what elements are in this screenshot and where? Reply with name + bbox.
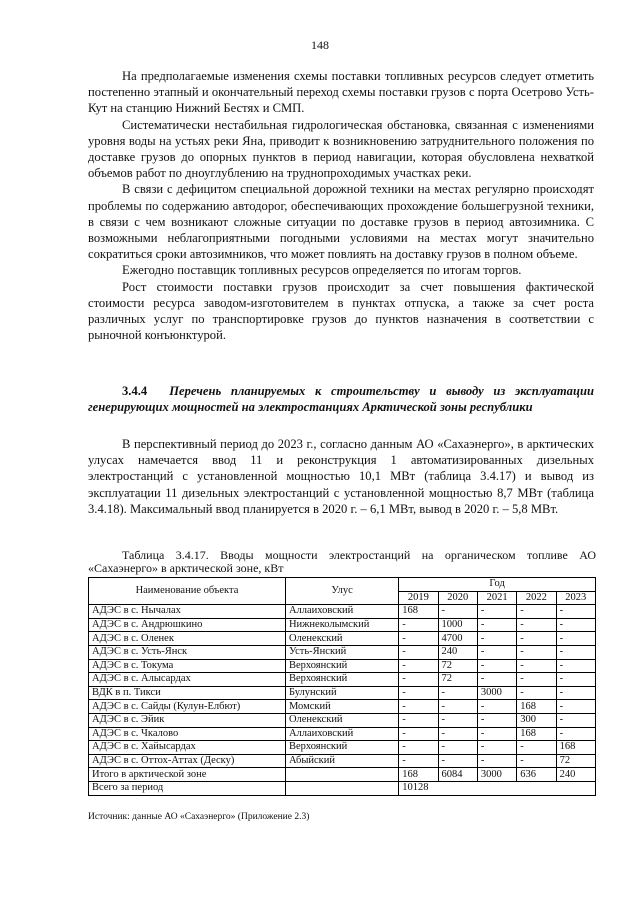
cell-year-value: 168	[399, 605, 438, 619]
cell-object-name: АДЭС в с. Нычалах	[89, 605, 286, 619]
table-row	[89, 686, 596, 700]
total-value: 3000	[477, 768, 516, 782]
section-number: 3.4.4	[122, 384, 148, 398]
cell-year-value: -	[399, 741, 438, 755]
cell-year-value: -	[399, 686, 438, 700]
cell-year-value: -	[556, 686, 595, 700]
cell-year-value: -	[438, 700, 477, 714]
header-object-name: Наименование объекта	[89, 578, 286, 605]
cell-object-name: АДЭС в с. Алысардах	[89, 673, 286, 687]
cell-year-value: 72	[438, 673, 477, 687]
cell-object-name: АДЭС в с. Хайысардах	[89, 741, 286, 755]
period-value: 10128	[399, 781, 596, 795]
period-total-row	[89, 781, 596, 795]
cell-year-value: -	[399, 618, 438, 632]
header-region: Улус	[285, 578, 398, 605]
cell-object-name: АДЭС в с. Сайды (Кулун-Елбют)	[89, 700, 286, 714]
page-number: 148	[311, 38, 329, 52]
cell-year-value: 72	[438, 659, 477, 673]
cell-year-value: -	[477, 741, 516, 755]
cell-year-value: -	[517, 645, 556, 659]
cell-object-name: АДЭС в с. Эйик	[89, 713, 286, 727]
cell-year-value: -	[477, 727, 516, 741]
cell-year-value: -	[399, 754, 438, 768]
cell-year-value: 168	[517, 727, 556, 741]
cell-region: Усть-Янский	[285, 645, 398, 659]
cell-year-value: -	[477, 659, 516, 673]
cell-year-value: -	[517, 741, 556, 755]
section-heading	[88, 383, 594, 415]
section-title: Перечень планируемых к строительству и выводу из эксплуатации генерирующих мощностей на электростанциях Арктической зоны республики	[88, 384, 594, 415]
period-region-empty	[285, 781, 398, 795]
cell-object-name: АДЭС в с. Чкалово	[89, 727, 286, 741]
cell-year-value: -	[556, 713, 595, 727]
paragraph: В связи с дефицитом специальной дорожной техники на местах регулярно происходят проблемы по содержанию автодорог, обеспечивающих прохождение большегрузной техники, в связи с чем возникают сложные ситуации по доставке грузов в период автозимника. С возможными неблагоприятными погодными условиями на местах могут значительно сократиться сроки автозимников, что может повлиять на доставку грузов в полном объеме.	[88, 182, 594, 262]
section-text	[88, 436, 594, 517]
cell-object-name: АДЭС в с. Андрюшкино	[89, 618, 286, 632]
total-label: Итого в арктической зоне	[89, 768, 286, 782]
header-year: 2022	[517, 591, 556, 605]
table-header-row	[89, 578, 596, 592]
table-row	[89, 659, 596, 673]
cell-region: Верхоянский	[285, 659, 398, 673]
header-year: 2019	[399, 591, 438, 605]
cell-year-value: -	[399, 713, 438, 727]
cell-year-value: -	[399, 659, 438, 673]
cell-region: Верхоянский	[285, 741, 398, 755]
cell-object-name: АДЭС в с. Оттох-Аттах (Деску)	[89, 754, 286, 768]
cell-year-value: -	[477, 754, 516, 768]
cell-year-value: -	[556, 618, 595, 632]
cell-year-value: -	[438, 686, 477, 700]
total-value: 6084	[438, 768, 477, 782]
table-row	[89, 754, 596, 768]
cell-object-name: АДЭС в с. Токума	[89, 659, 286, 673]
cell-region: Оленекский	[285, 713, 398, 727]
cell-year-value: 3000	[477, 686, 516, 700]
cell-year-value: -	[399, 645, 438, 659]
cell-region: Оленекский	[285, 632, 398, 646]
table-row	[89, 618, 596, 632]
cell-region: Аллаиховский	[285, 727, 398, 741]
table-row	[89, 605, 596, 619]
table-caption: Таблица 3.4.17. Вводы мощности электростанций на органическом топливе АО «Сахаэнерго» в арктической зоне, кВт	[88, 548, 596, 575]
paragraph: В перспективный период до 2023 г., согласно данным АО «Сахаэнерго», в арктических улусах намечается ввод 11 и реконструкция 1 автоматизированных дизельных электростанций с установленной мощностью 10,1 МВт (таблица 3.4.17) и вывод из эксплуатации 11 дизельных электростанций с установленной мощностью 8,7 МВт (таблица 3.4.18). Максимальный ввод планируется в 2020 г. – 6,1 МВт, вывод в 2020 г. – 5,8 МВт.	[88, 437, 594, 516]
cell-year-value: 168	[517, 700, 556, 714]
table-row	[89, 727, 596, 741]
total-value: 240	[556, 768, 595, 782]
cell-region: Момский	[285, 700, 398, 714]
header-year-group: Год	[399, 578, 596, 592]
header-year: 2023	[556, 591, 595, 605]
table-row	[89, 645, 596, 659]
intro-text	[88, 68, 594, 343]
cell-year-value: -	[438, 727, 477, 741]
cell-year-value: 4700	[438, 632, 477, 646]
source-note: Источник: данные АО «Сахаэнерго» (Приложение 2.3)	[88, 812, 310, 822]
paragraph: На предполагаемые изменения схемы поставки топливных ресурсов следует отметить постепенно этапный и окончательный переход схемы поставки грузов с порта Осетрово Усть-Кут на станцию Нижний Бестях и СМП.	[88, 69, 594, 116]
table-row	[89, 713, 596, 727]
cell-year-value: -	[517, 686, 556, 700]
cell-year-value: -	[556, 700, 595, 714]
cell-year-value: -	[517, 632, 556, 646]
cell-year-value: -	[399, 673, 438, 687]
cell-object-name: АДЭС в с. Оленек	[89, 632, 286, 646]
cell-year-value: -	[477, 700, 516, 714]
cell-year-value: -	[399, 700, 438, 714]
cell-year-value: -	[399, 632, 438, 646]
total-value: 636	[517, 768, 556, 782]
table-row	[89, 632, 596, 646]
cell-region: Аллаиховский	[285, 605, 398, 619]
header-year: 2020	[438, 591, 477, 605]
capacity-table	[88, 577, 596, 796]
cell-year-value: -	[517, 673, 556, 687]
cell-year-value: -	[438, 713, 477, 727]
cell-year-value: -	[477, 632, 516, 646]
cell-year-value: -	[556, 727, 595, 741]
paragraph: Систематически нестабильная гидрологическая обстановка, связанная с изменениями уровня воды на устьях реки Яна, приводит к возникновению затруднительного положения по доставке грузов до опорных пунктов в период навигации, которая обусловлена нехваткой объемов работ по дноуглублению на труднопроходимых участках реки.	[88, 117, 594, 181]
cell-year-value: -	[556, 632, 595, 646]
cell-object-name: АДЭС в с. Усть-Янск	[89, 645, 286, 659]
cell-year-value: -	[477, 605, 516, 619]
cell-year-value: -	[556, 605, 595, 619]
cell-year-value: -	[477, 713, 516, 727]
cell-year-value: -	[517, 605, 556, 619]
cell-year-value: 168	[556, 741, 595, 755]
cell-year-value: -	[438, 754, 477, 768]
cell-year-value: -	[438, 605, 477, 619]
total-row	[89, 768, 596, 782]
total-value: 168	[399, 768, 438, 782]
period-label: Всего за период	[89, 781, 286, 795]
table-body	[89, 605, 596, 768]
cell-object-name: ВДК в п. Тикси	[89, 686, 286, 700]
cell-region: Верхоянский	[285, 673, 398, 687]
cell-region: Нижнеколымский	[285, 618, 398, 632]
cell-year-value: 1000	[438, 618, 477, 632]
total-region-empty	[285, 768, 398, 782]
header-year: 2021	[477, 591, 516, 605]
cell-year-value: 72	[556, 754, 595, 768]
cell-region: Абыйский	[285, 754, 398, 768]
cell-year-value: -	[556, 673, 595, 687]
cell-year-value: -	[517, 618, 556, 632]
cell-year-value: 300	[517, 713, 556, 727]
cell-year-value: -	[556, 645, 595, 659]
cell-year-value: -	[477, 645, 516, 659]
cell-year-value: -	[477, 618, 516, 632]
cell-year-value: 240	[438, 645, 477, 659]
table-row	[89, 741, 596, 755]
cell-year-value: -	[517, 659, 556, 673]
cell-year-value: -	[556, 659, 595, 673]
table-row	[89, 700, 596, 714]
cell-year-value: -	[438, 741, 477, 755]
paragraph: Рост стоимости поставки грузов происходит за счет повышения фактической стоимости ресурса заводом-изготовителем в пунктах отпуска, а также за счет роста различных услуг по транспортировке грузов до пунктов назначения в соответствии с рыночной конъюнктурой.	[88, 279, 594, 343]
paragraph: Ежегодно поставщик топливных ресурсов определяется по итогам торгов.	[122, 263, 522, 278]
cell-year-value: -	[399, 727, 438, 741]
cell-year-value: -	[517, 754, 556, 768]
table-row	[89, 673, 596, 687]
cell-region: Булунский	[285, 686, 398, 700]
cell-year-value: -	[477, 673, 516, 687]
